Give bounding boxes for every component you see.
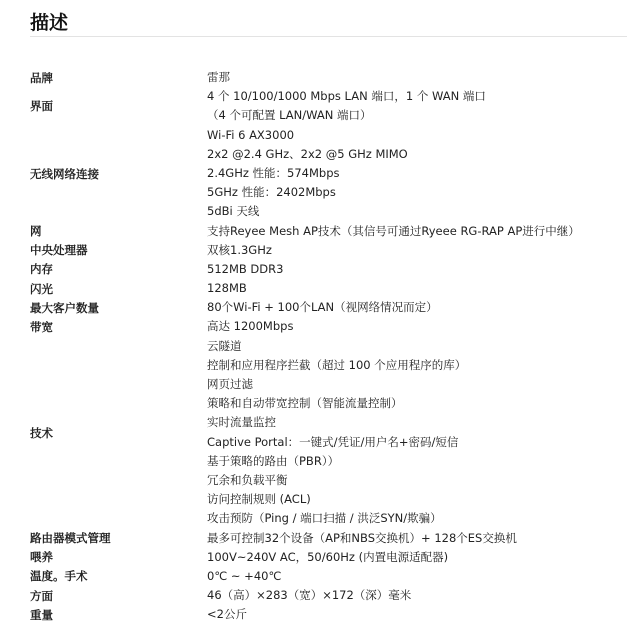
spec-value: [207, 548, 620, 567]
spec-value-line: 攻击预防（Ping / 端口扫描 / 洪泛SYN/欺骗）: [207, 511, 442, 526]
spec-value: [207, 605, 620, 624]
spec-value-line: 最多可控制32个设备（AP和NBS交换机）+ 128个ES交换机: [207, 530, 517, 545]
spec-value: [207, 260, 620, 279]
spec-label: 无线网络连接: [30, 166, 99, 181]
spec-value-line: 80个Wi-Fi + 100个LAN（视网络情况而定）: [207, 300, 438, 315]
spec-label: 技术: [30, 425, 53, 440]
spec-row: [30, 87, 620, 125]
spec-label: 喂养: [30, 550, 53, 565]
spec-row: [30, 317, 620, 336]
spec-value-line: Wi-Fi 6 AX3000: [207, 127, 295, 142]
spec-label: 重量: [30, 607, 53, 622]
spec-value: [207, 126, 620, 222]
section-title: 描述: [30, 12, 69, 34]
spec-row: [30, 567, 620, 586]
spec-value: [207, 279, 620, 298]
spec-label: 最大客户数量: [30, 300, 99, 315]
spec-label: 闪光: [30, 281, 53, 296]
spec-label: 路由器模式管理: [30, 531, 111, 546]
spec-row: [30, 548, 620, 567]
spec-label: 网: [30, 224, 42, 239]
spec-value-line: Captive Portal：一键式/凭证/用户名+密码/短信: [207, 434, 459, 449]
spec-value-line: 46（高）×283（宽）×172（深）毫米: [207, 588, 412, 603]
spec-value-line: 100V~240V AC，50/60Hz (内置电源适配器): [207, 549, 449, 564]
spec-label: 方面: [30, 588, 53, 603]
spec-value: [207, 298, 620, 317]
title-divider: [30, 36, 627, 37]
spec-label: 界面: [30, 99, 53, 114]
spec-row: [30, 222, 620, 241]
spec-label: 中央处理器: [30, 243, 88, 258]
spec-value-line: 0℃ ~ +40℃: [207, 568, 282, 583]
spec-value: [207, 529, 620, 548]
spec-value-line: 2.4GHz 性能：574Mbps: [207, 165, 340, 180]
spec-value-line: 5dBi 天线: [207, 204, 260, 219]
spec-value: [207, 87, 620, 125]
spec-row: [30, 586, 620, 605]
spec-label: 温度。手术: [30, 569, 88, 584]
spec-row: [30, 298, 620, 317]
spec-value: [207, 586, 620, 605]
spec-value-line: 4 个 10/100/1000 Mbps LAN 端口，1 个 WAN 端口: [207, 89, 486, 104]
spec-value-line: 实时流量监控: [207, 415, 276, 430]
spec-value-line: 雷那: [207, 70, 230, 84]
spec-row: [30, 529, 620, 548]
spec-value-line: 高达 1200Mbps: [207, 319, 294, 334]
spec-value-line: 512MB DDR3: [207, 261, 284, 276]
spec-value-line: <2公斤: [207, 607, 247, 622]
spec-value-line: 双核1.3GHz: [207, 242, 272, 257]
spec-label: 品牌: [30, 70, 53, 85]
spec-value-line: 支持Reyee Mesh AP技术（其信号可通过Ryeee RG-RAP AP进行中继）: [207, 223, 580, 238]
spec-value-line: 云隧道: [207, 338, 242, 353]
spec-label: 带宽: [30, 320, 53, 335]
spec-row: [30, 337, 620, 529]
spec-value-line: 控制和应用程序拦截（超过 100 个应用程序的库）: [207, 357, 467, 372]
spec-value: [207, 317, 620, 336]
spec-value-line: 2x2 @2.4 GHz、2x2 @5 GHz MIMO: [207, 146, 408, 161]
spec-value: [207, 222, 620, 241]
spec-row: [30, 260, 620, 279]
spec-value: [207, 567, 620, 586]
spec-label: 内存: [30, 262, 53, 277]
spec-value-line: （4 个可配置 LAN/WAN 端口）: [207, 108, 372, 123]
spec-value-line: 128MB: [207, 281, 247, 296]
spec-value-line: 策略和自动带宽控制（智能流量控制）: [207, 396, 403, 411]
spec-row: [30, 241, 620, 260]
spec-value-line: 访问控制规则 (ACL): [207, 492, 311, 507]
spec-value: [207, 68, 620, 87]
spec-value: [207, 241, 620, 260]
spec-value-line: 5GHz 性能：2402Mbps: [207, 185, 336, 200]
spec-value: [207, 337, 620, 529]
spec-row: [30, 126, 620, 222]
spec-value-line: 冗余和负载平衡: [207, 472, 288, 487]
spec-value-line: 网页过滤: [207, 377, 253, 391]
spec-table: [30, 68, 620, 624]
spec-row: [30, 279, 620, 298]
spec-row: [30, 605, 620, 624]
spec-value-line: 基于策略的路由（PBR））: [207, 453, 340, 468]
spec-row: [30, 68, 620, 87]
